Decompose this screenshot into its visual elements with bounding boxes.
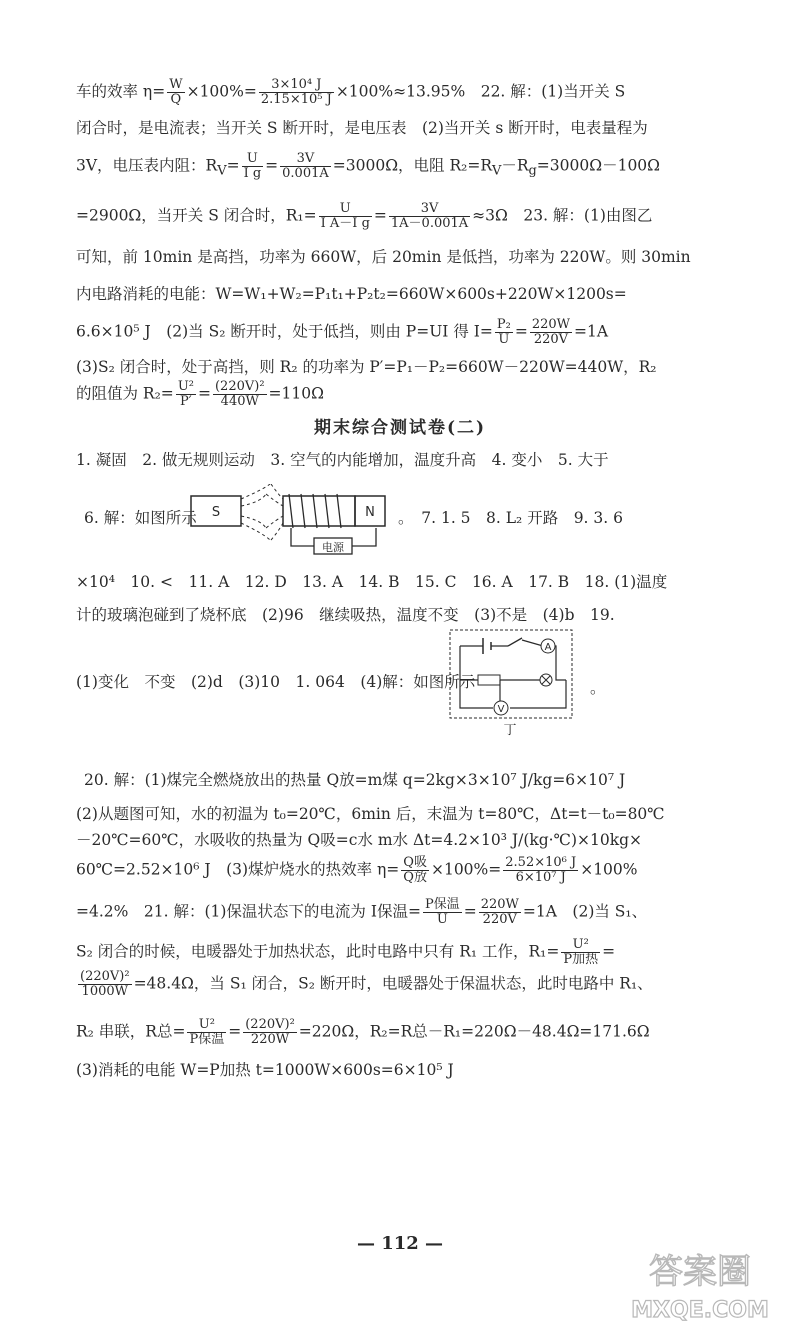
text-span: 车的效率 η= xyxy=(76,82,166,101)
fraction xyxy=(242,152,264,181)
fraction xyxy=(176,380,196,409)
subscript: V xyxy=(217,163,227,179)
denominator: I A－I g xyxy=(320,216,370,231)
switch xyxy=(508,638,522,646)
fraction xyxy=(479,898,521,927)
text-line: 。 7. 1. 5 8. L₂ 开路 9. 3. 6 xyxy=(398,509,623,527)
text-line: 20. 解：(1)煤完全燃烧放出的热量 Q放=m煤 q=2kg×3×10⁷ J/kg=6×10⁷ J xyxy=(84,771,626,789)
text-span: ×100%≈13.95% 22. 解：(1)当开关 S xyxy=(335,82,626,101)
text-line: 。 xyxy=(590,679,606,697)
fraction xyxy=(78,970,132,999)
fraction xyxy=(495,318,513,347)
denominator: 2.15×10⁵ J xyxy=(260,92,332,107)
power-label: 电源 xyxy=(322,541,344,554)
text-line: (3)S₂ 闭合时，处于高挡，则 R₂ 的功率为 P′=P₁－P₂=660W－220W=440W，R₂ xyxy=(76,358,657,376)
text-line: =2900Ω，当开关 S 闭合时，R₁= $\frac{U}{\text{I A－I g}}$ = $\frac{3V}{1A-0.001A}$ ≈3Ω 23. 解：(1)由图乙 xyxy=(76,201,653,231)
denominator: U xyxy=(498,332,510,347)
denominator: 220V xyxy=(533,332,569,347)
text-span: =2900Ω，当开关 S 闭合时，R₁= xyxy=(76,206,317,225)
numerator: W xyxy=(169,77,183,92)
text-span: S₂ 闭合的时候，电暖器处于加热状态，此时电路中只有 R₁ 工作，R₁= xyxy=(76,942,560,961)
text-span: = xyxy=(602,942,616,961)
numerator: (220V)² xyxy=(80,969,130,984)
page-number: — 112 — xyxy=(356,1233,444,1254)
battery xyxy=(483,638,491,654)
denominator: Q xyxy=(170,92,182,107)
numerator: P₂ xyxy=(496,317,511,332)
numerator: 3V xyxy=(280,152,331,167)
numerator: 3×10⁴ J xyxy=(259,78,334,93)
field-lines-left xyxy=(241,484,270,540)
text-line: 闭合时，是电流表；当开关 S 断开时，是电压表 (2)当开关 s 断开时，电表量程为 xyxy=(76,119,648,137)
text-line: 内电路消耗的电能：W=W₁+W₂=P₁t₁+P₂t₂=660W×600s+220W×1200s= xyxy=(76,285,627,303)
text-line: 计的玻璃泡碰到了烧杯底 (2)96 继续吸热，温度不变 (3)不是 (4)b 19. xyxy=(76,606,615,624)
resistor xyxy=(478,675,500,685)
fraction xyxy=(213,380,267,409)
numerator: 2.52×10⁶ J xyxy=(505,855,577,870)
circuit-diagram xyxy=(448,628,588,740)
text-line: 6.6×10⁵ J (2)当 S₂ 断开时，处于低挡，则由 P=UI 得 I= $\frac{\text{P₂}}{U}$ = $\frac{220W}{220V}$ =1A xyxy=(76,317,609,347)
text-line: 6. 解：如图所示 xyxy=(84,509,197,527)
numerator: Q吸 xyxy=(403,855,427,870)
numerator: U xyxy=(319,202,372,217)
numerator: (220V)² xyxy=(245,1017,295,1032)
numerator: U xyxy=(242,152,264,167)
text-span: 的阻值为 R₂= xyxy=(76,384,174,403)
text-line: ×10⁴ 10. < 11. A 12. D 13. A 14. B 15. C 16. A 17. B 18. (1)温度 xyxy=(76,573,668,591)
denominator: P′ xyxy=(180,394,192,409)
fraction xyxy=(280,152,331,181)
fraction xyxy=(389,202,470,231)
fraction xyxy=(187,1018,226,1047)
section-title: 期末综合测试卷(二) xyxy=(313,418,487,438)
text-span: =1A xyxy=(574,322,609,341)
text-span: =110Ω xyxy=(268,384,324,403)
fraction xyxy=(401,856,429,885)
numerator: U² xyxy=(561,938,600,953)
magnet-label: S xyxy=(211,505,221,520)
denominator: 220W xyxy=(250,1032,290,1047)
denominator: I g xyxy=(243,166,262,181)
text-span: ×100%= xyxy=(430,860,502,879)
text-span: －R xyxy=(501,156,529,175)
figure-caption: 丁 xyxy=(503,723,517,738)
subscript: g xyxy=(528,163,537,179)
watermark-top: 答案圈 xyxy=(649,1252,751,1292)
watermark-bottom: MXQE.COM xyxy=(631,1298,769,1323)
text-span: =1A (2)当 S₁、 xyxy=(522,902,648,921)
text-span: =3000Ω，电阻 R₂=R xyxy=(332,156,493,175)
numerator: 220W xyxy=(480,897,519,912)
denominator: 0.001A xyxy=(282,166,329,181)
denominator: P保温 xyxy=(189,1032,225,1047)
denominator: 220V xyxy=(482,912,517,927)
text-line: －20℃=60℃，水吸收的热量为 Q吸=c水 m水 Δt=4.2×10³ J/(kg·℃)×10kg× xyxy=(76,831,643,849)
ammeter-label: A xyxy=(544,642,552,653)
text-span: =220Ω，R₂=R总－R₁=220Ω－48.4Ω=171.6Ω xyxy=(298,1022,650,1041)
text-line: (1)变化 不变 (2)d (3)10 1. 064 (4)解：如图所示 xyxy=(76,673,476,691)
text-line: 可知，前 10min 是高挡，功率为 660W，后 20min 是低挡，功率为 220W。则 30min xyxy=(76,248,691,266)
text-line: 3V，电压表内阻：$R_V=$ $\frac{U}{\text{I g}}$ = $\frac{3V}{0.001A}$ =3000Ω，电阻 $R_2=R_V-R_g=3000\Omega-100\Omega$ xyxy=(76,151,661,181)
text-line xyxy=(76,856,638,885)
text-span: 60℃=2.52×10⁶ J (3)煤炉烧水的热效率 η= xyxy=(76,860,400,879)
numerator: P保温 xyxy=(424,897,460,912)
text-span: 3V，电压表内阻：R xyxy=(76,156,218,175)
text-line: (2)从题图可知，水的初温为 t₀=20℃，6min 后，末温为 t=80℃，Δt=t－t₀=80℃ xyxy=(76,805,665,823)
fraction xyxy=(259,78,334,107)
text-span: =3000Ω－100Ω xyxy=(536,156,661,175)
text-line xyxy=(76,970,653,999)
numerator: U² xyxy=(177,379,194,394)
denominator: Q放 xyxy=(403,870,427,885)
numerator: 220W xyxy=(531,317,571,332)
denominator: P加热 xyxy=(563,952,599,967)
iron-core xyxy=(283,496,355,526)
subscript: V xyxy=(492,163,502,179)
fraction xyxy=(243,1018,297,1047)
text-line: 的阻值为 R₂= $\frac{\text{U²}}{P'}$ = $\frac{\text{(220V)²}}{440W}$ =110Ω xyxy=(76,379,324,409)
text-line: 1. 凝固 2. 做无规则运动 3. 空气的内能增加，温度升高 4. 变小 5. 大于 xyxy=(76,451,609,469)
text-span: R₂ 串联，R总= xyxy=(76,1022,186,1041)
text-span: =4.2% 21. 解：(1)保温状态下的电流为 I保温= xyxy=(76,902,421,921)
text-span: 6.6×10⁵ J (2)当 S₂ 断开时，处于低挡，则由 P=UI 得 I= xyxy=(76,322,493,341)
numerator: U² xyxy=(187,1018,226,1033)
denominator: 1A－0.001A xyxy=(390,216,469,231)
fraction xyxy=(319,202,372,231)
coil-pole-label: N xyxy=(365,505,375,520)
text-span: ×100% xyxy=(580,860,638,879)
coil-windings xyxy=(289,494,341,528)
watermark-logo xyxy=(615,1245,785,1325)
text-span: =48.4Ω，当 S₁ 闭合，S₂ 断开时，电暖器处于保温状态，此时电路中 R₁、 xyxy=(133,974,653,993)
text-span: ×100%= xyxy=(186,82,257,101)
fraction xyxy=(503,856,578,885)
fraction xyxy=(167,78,184,107)
denominator: 1000W xyxy=(81,984,128,999)
voltmeter-label: V xyxy=(497,704,505,715)
text-line xyxy=(76,938,615,967)
electromagnet-diagram xyxy=(186,484,396,564)
text-span: ≈3Ω 23. 解：(1)由图乙 xyxy=(472,206,653,225)
text-line xyxy=(76,78,625,107)
numerator: (220V)² xyxy=(214,379,265,394)
fraction xyxy=(423,898,462,927)
denominator: U xyxy=(436,912,448,927)
text-line: R₂ 串联，R总= $\frac{\text{U²}}{\text{P保温}}$ = $\frac{\text{(220V)²}}{220W}$ =220Ω，R₂=R总－R₁=220Ω－48.4Ω=171.6Ω xyxy=(76,1017,650,1047)
text-line: =4.2% 21. 解：(1)保温状态下的电流为 I保温= $\frac{\text{P保温}}{U}$ = $\frac{220W}{220V}$ =1A (2)当 S₁、 xyxy=(76,897,648,927)
denominator: 6×10⁷ J xyxy=(515,870,566,885)
text-line: (3)消耗的电能 W=P加热 t=1000W×600s=6×10⁵ J xyxy=(76,1061,454,1079)
fraction xyxy=(561,938,600,967)
numerator: 3V xyxy=(389,202,470,217)
field-lines-right xyxy=(266,484,283,540)
denominator: 440W xyxy=(220,394,259,409)
fraction xyxy=(530,318,572,347)
